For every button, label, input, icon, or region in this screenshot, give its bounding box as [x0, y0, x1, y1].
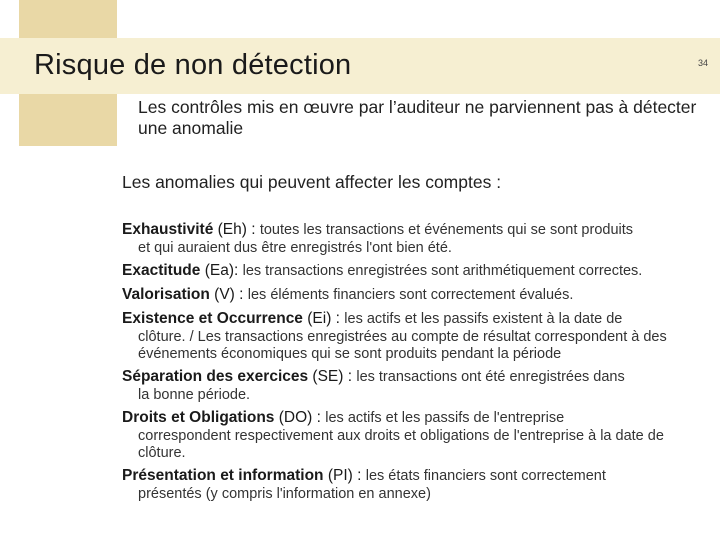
item-abbr: (SE) :: [308, 368, 357, 385]
list-item: [122, 466, 712, 503]
assertion-list: [122, 220, 712, 507]
item-term: Présentation et information: [122, 467, 324, 484]
item-abbr: (Ea):: [200, 262, 243, 279]
item-term: Existence et Occurrence: [122, 310, 303, 327]
item-text: les actifs et les passifs de l'entreprise: [325, 410, 565, 426]
item-abbr: (V) :: [209, 286, 248, 303]
item-continuation: correspondent respectivement aux droits et obligations de l'entreprise à la date de clôture.: [138, 428, 664, 461]
list-item: [122, 220, 712, 257]
item-abbr: (Eh) :: [213, 221, 260, 238]
item-continuation: présentés (y compris l'information en annexe): [138, 486, 431, 502]
list-item: [122, 261, 712, 281]
item-abbr: (PI) :: [323, 467, 366, 484]
list-item: [122, 367, 712, 404]
item-text: les transactions enregistrées sont arithmétiquement correctes.: [242, 263, 643, 279]
item-text: toutes les transactions et événements qui se sont produits: [259, 222, 634, 238]
item-text: les états financiers sont correctement: [365, 468, 606, 484]
item-text: les éléments financiers sont correctement évalués.: [247, 287, 574, 303]
item-abbr: (DO) :: [274, 409, 326, 426]
item-abbr: (Ei) :: [302, 310, 345, 327]
item-text: les actifs et les passifs existent à la date de: [344, 311, 623, 327]
list-item: [122, 408, 712, 462]
list-item: [122, 309, 712, 363]
item-term: Droits et Obligations: [122, 409, 275, 426]
item-term: Valorisation: [122, 286, 210, 303]
item-term: Séparation des exercices: [122, 368, 309, 385]
intro-text: Les contrôles mis en œuvre par l’auditeur ne parviennent pas à détecter une anomalie: [138, 97, 697, 138]
item-continuation: clôture. / Les transactions enregistrées au compte de résultat correspondent à des événements économiques qui se sont produits pendant la période: [138, 329, 667, 362]
item-continuation: et qui auraient dus être enregistrés l'ont bien été.: [138, 240, 452, 256]
slide-title: Risque de non détection: [34, 49, 352, 81]
item-term: Exhaustivité: [122, 221, 214, 238]
slide-number: 34: [697, 58, 708, 68]
list-item: [122, 285, 712, 305]
subtitle-text: Les anomalies qui peuvent affecter les comptes :: [122, 172, 502, 192]
item-text: les transactions ont été enregistrées dans: [356, 369, 625, 385]
item-continuation: la bonne période.: [138, 387, 251, 403]
item-term: Exactitude: [122, 262, 201, 279]
